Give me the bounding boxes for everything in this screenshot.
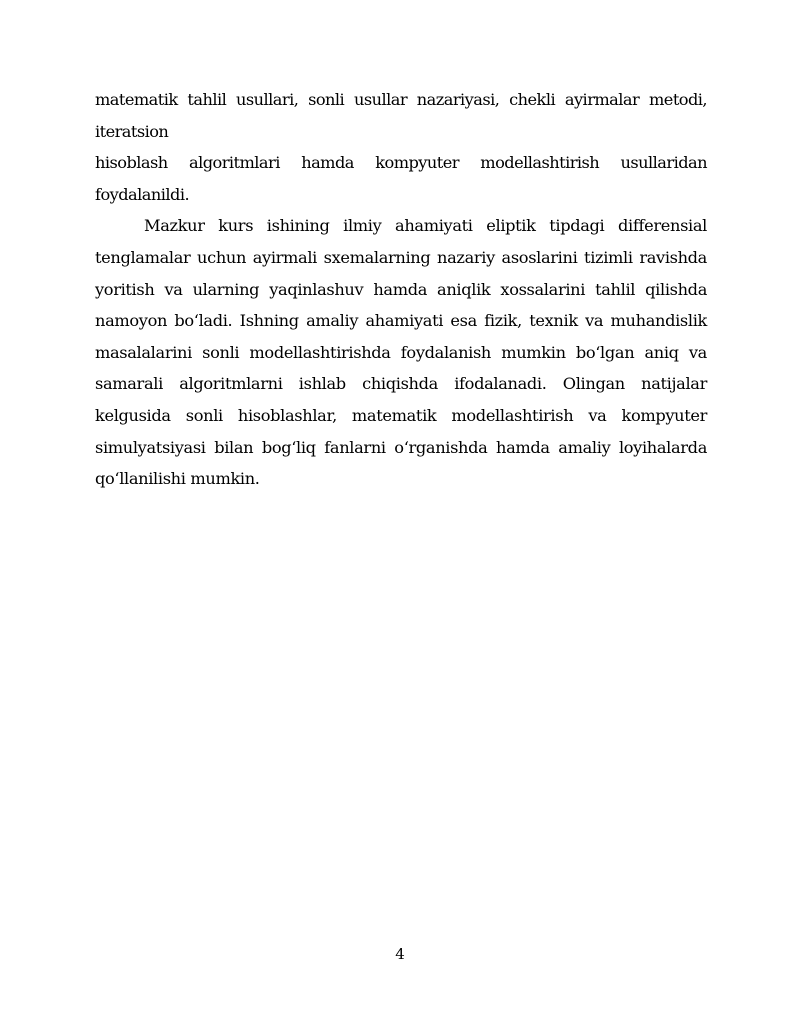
paragraph-significance: Mazkur kurs ishining ilmiy ahamiyati eliptik tipdagi differensial tenglamalar uchun ayirmali sxemalarning nazariy asoslarini tizimli ravishda yoritish va ularning yaqinlashuv hamda aniqlik xossalarini tahlil qilishda namoyon bo‘ladi. Ishning amaliy ahamiyati esa fizik, texnik va muhandislik masalalarini sonli modellashtirishda foydalanish mumkin bo‘lgan aniq va samarali algoritmlarni ishlab chiqishda ifodalanadi. Olingan natijalar kelgusida sonli hisoblashlar, matematik modellashtirish va kompyuter simulyatsiyasi bilan bog‘liq fanlarni o‘rganishda hamda amaliy loyihalarda qo‘llanilishi mumkin.: [95, 216, 707, 489]
paragraph-continuation: [95, 84, 707, 210]
paragraph-line: hisoblash algoritmlari hamda kompyuter modellashtirish usullaridan foydalanildi.: [95, 153, 707, 204]
page-number: 4: [395, 945, 405, 963]
body-text: [95, 84, 707, 495]
paragraph-line: matematik tahlil usullari, sonli usullar nazariyasi, chekli ayirmalar metodi, iteratsion: [95, 90, 707, 141]
